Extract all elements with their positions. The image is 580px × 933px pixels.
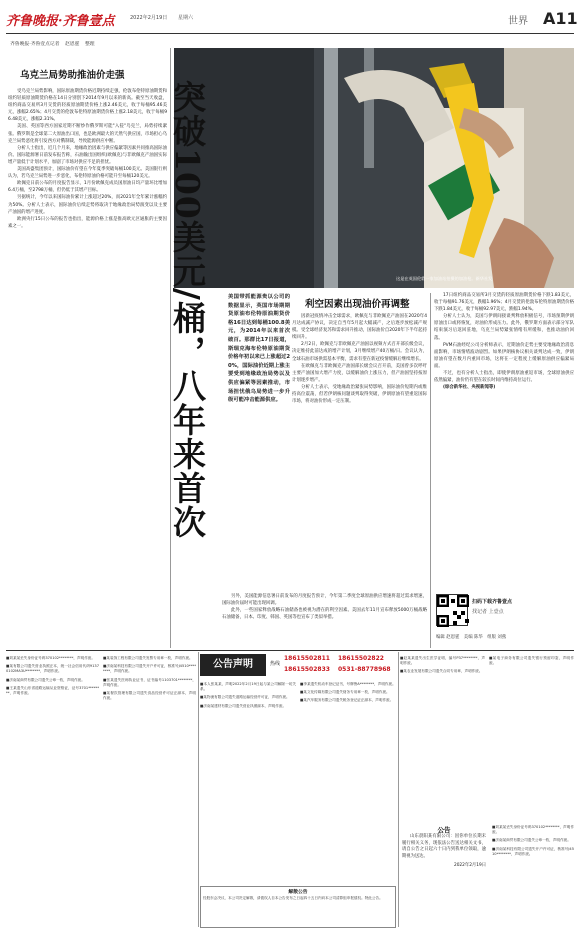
classified-ad: ■刘某某丢失身份证号码370102********，声明作废。 [6, 656, 95, 660]
story2-paragraph: 因新冠疫情冲击全球需求，欧佩克与非欧佩克产油国在2020年4月达成减产协议，决定自当年5月起大幅减产，之后逐步放松减产规模。受全球经济复苏和需求回升推动，国际油价自2020年下半年起持续回升。 [292, 314, 427, 341]
story2-col-a [292, 313, 427, 593]
column-divider [198, 652, 199, 927]
story2-paragraph: 此外，一些国家释放战略石油储备也被视为潜在的利空因素。美国去年11月宣布释放5000万桶战略石油储备，日本、印度、韩国、英国等也宣布了类似举措。 [222, 608, 427, 621]
qr-caption: 扫码下载齐鲁壹点 [472, 599, 513, 605]
credit-proof: 刘燕 [497, 635, 507, 640]
story2-paragraph: 另外，美国能源信息署日前发布的月度报告预计，今年第二季度全球原油供应增速将超过需求增速，国际油价届时可能出现回调。 [222, 594, 427, 607]
story2-paragraph: 2月2日，欧佩克与非欧佩克产油国以视频方式召开部长级会议，决定维持此前达成的增产计划，3月继续增产40万桶/日。会议认为，全球石油市场供需基本平衡，需求有望在新冠疫情缓解后继续增长。 [292, 342, 427, 362]
classified-ad: ■济南某科技有限公司遗失开户许可证，核准号J4510********，声明作废。 [103, 664, 196, 674]
story2-paragraph: 分析人士表示，受地缘政治紧张局势影响，国际油价短期内或维持高位震荡，但若伊朗核问题谈判取得突破，伊朗原油有望重返国际市场，将对油价形成一定压制。 [292, 384, 427, 405]
ads-middle-column [200, 682, 396, 882]
classified-ad: ■某农业发展有限公司遗失合同专用章，声明作废。 [400, 669, 483, 674]
credit-editor-label: 编辑 [436, 635, 445, 640]
story3-paragraph: 17日纽约商品交易所3月交货的轻质原油期货价格下跌1.83美元，收于每桶91.76美元，跌幅1.96%；4月交货的伦敦布伦特原油期货价格下跌1.84美元，收于每桶92.97美元，跌幅1.94%。 [434, 293, 574, 313]
sidebar-text: 美国带抓能源贵以公司的数据显示，英国市场期期货原油布伦特原油期货价格16日达到每桶100.8美元，为2014年以来首次破百。那群比17日报道，斯瑞克海布伦特原油期货价格年初以来已上涨超过20%，国际油价近期上涨主要受到地缘政治局势以及供应偏紧等因素推动，市场担忧俄乌局势进一步升级可能冲击能源供应。 [228, 294, 290, 404]
story1-paragraph: 欧佩克日前公布的月度报告显示，1月份欧佩克成员国原油日均产量环比增加6.4万桶，至2798万桶，但仍低于其增产目标。 [8, 181, 167, 194]
bottom-notice [400, 825, 488, 928]
ads-right-column [400, 656, 574, 821]
bottom-notice-title: 公告 [437, 826, 451, 834]
qr-caption-2: 找记者 上壹点 [472, 609, 504, 615]
story1-paragraph: 美国、英国等西方国家近期不断炒作俄罗斯可能"入侵"乌克兰，局势持续紧张。俄罗斯是全球第二大原油出口国，也是欧洲最大的天然气供应国，市场担心乌克兰局势恶化将引发西方对俄制裁，导致能源供应中断。 [8, 124, 167, 144]
notice-phone: 18615502822 [338, 655, 384, 662]
classified-ad: ■某文化传媒有限公司遗失财务专用章一枚，声明作废。 [300, 690, 390, 695]
classified-ad: ■赵某某遗失出生医学证明，编号P37********，声明作废。 [400, 656, 485, 666]
issue-weekday: 星期六 [178, 15, 194, 21]
bottom-notice-text: 山东晨阳某有限公司：因你单位长期未履行相关义务，现依法公告送达相关文书，请自公告之日起六十日内到我单位领取，逾期视为送达。 [402, 834, 486, 859]
photo-caption: 这是在英国伦敦一家加油站拍摄的加油枪。新华社发 [396, 276, 493, 281]
credit-designer-label: 美编 [463, 635, 473, 640]
page-number: A11 [543, 9, 578, 28]
classified-ad: ■济南某商贸有限公司遗失公章一枚，声明作废。 [6, 677, 85, 682]
story3-paragraph: 不过，也有分析人士指出，即使伊朗原油重返市场，全球原油供应依然偏紧，油价仍有望在较长时间内维持高位运行。 [434, 371, 574, 384]
hero-photo [174, 48, 574, 288]
ads-mid-col-b [300, 682, 396, 882]
section-name: 世界 [508, 16, 528, 27]
notice-hotline-label: 热线 [270, 661, 281, 667]
column-divider [398, 652, 399, 927]
classified-ad: ■某汽车服务有限公司遗失税务登记证正副本，声明作废。 [300, 698, 394, 703]
dissolution-notice [200, 886, 396, 928]
section-rule [6, 650, 574, 651]
ads-right-col-a [400, 656, 485, 821]
story2-title: 利空因素出现油价再调整 [305, 299, 410, 310]
issue-date: 2022年2月19日 [130, 15, 168, 21]
editor-name: 赵恩霆 [65, 42, 80, 47]
story1-paragraph: 美国高盛集团预计，国际油价有望在今年夏季突破每桶100美元。美国银行则认为，若乌克兰局势进一步恶化，布伦特原油价格可能升至每桶120美元。 [8, 167, 167, 180]
notice-phone: 18615502811 [284, 655, 330, 662]
fuel-nozzle-photo [174, 48, 574, 288]
ads-left-col-b [103, 656, 196, 926]
notice-title: 公告声明 [200, 654, 266, 676]
classified-ad: ■某装饰工程有限公司遗失发票专用章一枚，声明作废。 [103, 656, 193, 660]
classified-ad: ■某有限公司遗失营业执照正本，统一社会信用代码91370102MA3U********，声明作废。 [6, 664, 99, 674]
column-divider [430, 293, 431, 648]
story2-body [222, 313, 427, 648]
story3-body [434, 292, 574, 590]
classified-ad: ■济南某商贸有限公司遗失公章一枚，声明作废。 [492, 838, 571, 843]
masthead [0, 0, 580, 40]
story3-paragraph: (综合新华社、央视新闻等) [443, 385, 496, 391]
credit-designer: 陈华 [474, 635, 483, 640]
credit-editor: 赵恩霆 [446, 635, 460, 640]
story3-paragraph: 分析人士认为，美国与伊朗间接谈判释放积极信号，市场预期伊朗原油出口或将恢复，对油价形成压力。此外，俄罗斯方面表示部分军队结束演习后返回驻地，乌克兰局势紧张情绪有所缓和，也推动油价回落。 [434, 314, 574, 341]
qr-code-icon [437, 595, 469, 627]
classified-ad: ■济南某建材有限公司遗失营业执照副本，声明作废。 [200, 703, 287, 708]
newspaper-logo: 齐鲁晚报·齐鲁壹点 [6, 14, 115, 29]
story1-title: 乌克兰局势助推油价走强 [20, 70, 125, 81]
notice-phone: 0531-88778968 [338, 666, 391, 673]
story1-paragraph: 欧洲央行15日公布的报告也指出，能源价格上涨是推高欧元区通胀的主要因素之一。 [8, 216, 167, 229]
story2-paragraph: 在欧佩克与非欧佩克产油国部长级会议召开前，美国曾多次呼吁主要产油国加大增产力度，以缓解油价上涨压力，但产油国坚持按原计划逐步增产。 [292, 363, 427, 383]
ads-left-column [6, 656, 196, 926]
ads-far-right [492, 825, 574, 928]
classified-ad: ■济南某科技有限公司遗失开户许可证，核准号J4510********，声明作废。 [492, 846, 574, 856]
masthead-rule [6, 33, 574, 34]
byline-bar [10, 40, 95, 47]
classified-ad: ■某物流有限公司遗失道路运输经营许可证，声明作废。 [200, 695, 290, 700]
classified-ad: ■某电子商务有限公司遗失银行预留印鉴，声明作废。 [489, 656, 574, 666]
story1-body [8, 88, 167, 648]
classified-ad: ■某餐饮管理有限公司遗失食品经营许可证正副本，声明作废。 [103, 691, 196, 701]
story1-paragraph: 分析人士指出，近几个月来，地缘政治因素与供应偏紧等因素共同推高国际油价。国际能源署日前发布报告称，石油输出国组织(欧佩克)与非欧佩克产油国实际增产量低于计划水平，加剧了市场对供应不足的担忧。 [8, 145, 167, 165]
classified-ad: ■张某遗失医师执业证书，证书编号1103701********，声明作废。 [103, 677, 196, 687]
ads-left-col-a [6, 656, 99, 926]
credits-line [436, 634, 506, 640]
main-headline: 突破100美元/桶，八年来首次 [168, 80, 207, 539]
classified-ad: ■刘某某丢失身份证号码370102********，声明作废。 [492, 825, 574, 835]
story2-col-b [222, 593, 427, 648]
classified-ad: ■李某遗失机动车登记证书，号牌鲁A********，声明作废。 [300, 682, 396, 686]
ads-right-col-b [489, 656, 574, 821]
classified-ad: ■本人张某某，声明2022年2月19日起与某公司解除一切关系。 [200, 682, 296, 692]
story1-paragraph: 另据统计，今年以来国际油价累计上涨超过20%，而2021年全年累计涨幅约为50%。分析人士表示，国际油价后续走势将取决于地缘政治局势演变以及主要产油国的增产进度。 [8, 195, 167, 215]
story1-paragraph: 受乌克兰局势影响，国际原油期货价格近期持续走强，伦敦布伦特原油期货和纽约轻质原油期货价格在14日分别创下2014年9月以来的新高。截至当天收盘，纽约商品交易所3月交货的轻质原油期货价格上涨2.46美元，收于每桶95.46美元，涨幅2.65%；4月交货的伦敦布伦特原油期货价格上涨2.18美元，收于每桶96.48美元，涨幅2.31%。 [8, 89, 167, 123]
ads-mid-col-a [200, 682, 296, 882]
editor-role: 整理 [84, 42, 95, 47]
bottom-notice-date: 2022年2月19日 [453, 863, 486, 869]
credit-proof-label: 组版 [487, 635, 496, 640]
notice-header [200, 654, 400, 678]
qr-code[interactable] [436, 594, 468, 626]
classified-ad: ■王某遗失山东省道路运输从业资格证，证号3701********，声明作废。 [6, 685, 99, 696]
story3-paragraph: PVM石油经纪公司分析师表示，近期油价走势主要受地缘政治消息面影响，市场情绪波动剧烈。如果伊朗核协议相关谈判达成一致，伊朗原油有望在数月内重回市场，这将在一定程度上缓解原油供应偏紧局面。 [434, 342, 574, 369]
dissolution-text: 经股东会决议，本公司决定解散，请债权人自本公告发布之日起四十五日内向本公司清算组申报债权。特此公告。 [203, 896, 383, 900]
notice-phone: 18615502833 [284, 666, 330, 673]
byline: 齐鲁晚报·齐鲁壹点记者 [10, 42, 60, 47]
dissolution-title: 解散公告 [288, 890, 308, 895]
